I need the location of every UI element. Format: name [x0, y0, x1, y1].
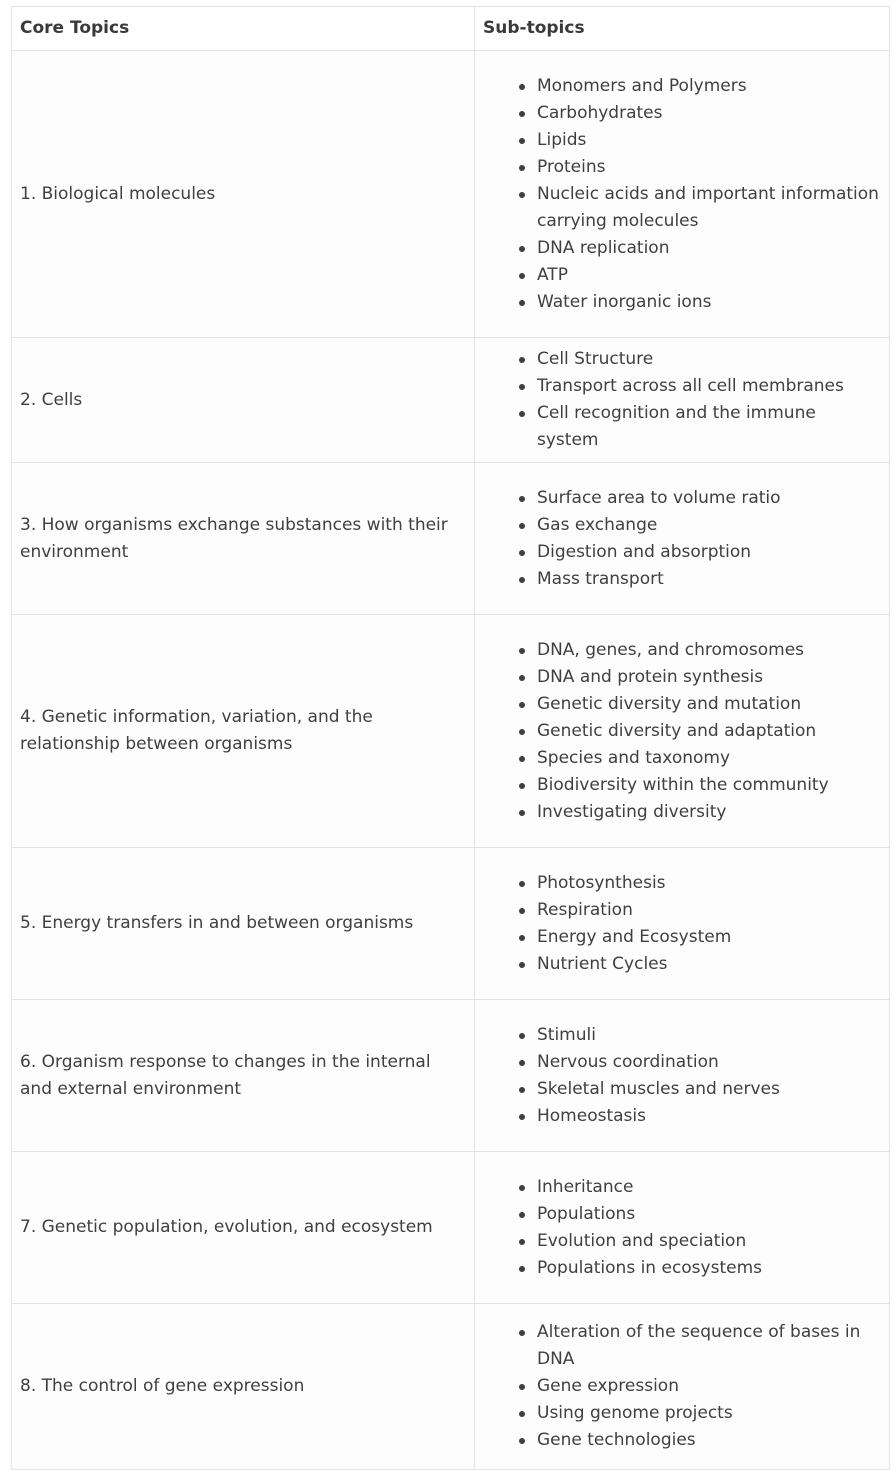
- bullet-icon: [519, 962, 525, 968]
- sub-topics-header: Sub-topics: [475, 7, 890, 51]
- sub-topic-list: [483, 1319, 881, 1454]
- sub-topic-label: Nutrient Cycles: [537, 953, 668, 974]
- header-row: [12, 7, 890, 51]
- bullet-icon: [519, 1212, 525, 1218]
- sub-topic-label: Cell recognition and the immune system: [537, 403, 816, 450]
- sub-topic-list: [483, 1022, 881, 1130]
- sub-topic-item: [537, 539, 881, 566]
- bullet-icon: [519, 192, 525, 198]
- bullet-icon: [519, 648, 525, 654]
- table-row: [12, 615, 890, 848]
- table-row: [12, 1000, 890, 1152]
- sub-topics-cell: [475, 51, 890, 338]
- sub-topic-label: Lipids: [537, 129, 587, 150]
- core-topic-cell: 4. Genetic information, variation, and the relationship between organisms: [12, 615, 475, 848]
- bullet-icon: [519, 523, 525, 529]
- sub-topic-label: Surface area to volume ratio: [537, 487, 781, 508]
- sub-topic-label: Genetic diversity and adaptation: [537, 720, 817, 741]
- sub-topic-item: [537, 1201, 881, 1228]
- sub-topic-item: [537, 718, 881, 745]
- bullet-icon: [519, 411, 525, 417]
- sub-topic-label: Cell Structure: [537, 349, 654, 369]
- sub-topics-cell: [475, 848, 890, 1000]
- bullet-icon: [519, 1330, 525, 1336]
- core-topic-cell: 8. The control of gene expression: [12, 1304, 475, 1470]
- sub-topic-item: [537, 127, 881, 154]
- sub-topics-cell: [475, 615, 890, 848]
- bullet-icon: [519, 273, 525, 279]
- bullet-icon: [519, 1087, 525, 1093]
- bullet-icon: [519, 1266, 525, 1272]
- bullet-icon: [519, 1114, 525, 1120]
- core-topic-cell: 7. Genetic population, evolution, and ecosystem: [12, 1152, 475, 1304]
- table-row: [12, 1152, 890, 1304]
- core-topics-header: Core Topics: [12, 7, 475, 51]
- table-body: [12, 51, 890, 1470]
- sub-topic-label: Gene technologies: [537, 1430, 696, 1450]
- bullet-icon: [519, 384, 525, 390]
- sub-topics-cell: [475, 1304, 890, 1470]
- sub-topic-label: Water inorganic ions: [537, 291, 712, 312]
- sub-topic-list: [483, 637, 881, 826]
- sub-topic-list: [483, 73, 881, 316]
- bullet-icon: [519, 756, 525, 762]
- sub-topic-item: [537, 799, 881, 826]
- sub-topic-item: [537, 1076, 881, 1103]
- sub-topic-item: [537, 1255, 881, 1282]
- bullet-icon: [519, 908, 525, 914]
- sub-topic-label: Proteins: [537, 156, 606, 177]
- sub-topic-label: Gas exchange: [537, 514, 658, 535]
- bullet-icon: [519, 111, 525, 117]
- sub-topic-label: Stimuli: [537, 1024, 596, 1045]
- bullet-icon: [519, 1411, 525, 1417]
- sub-topic-label: Using genome projects: [537, 1403, 733, 1423]
- sub-topic-item: [537, 1174, 881, 1201]
- bullet-icon: [519, 550, 525, 556]
- sub-topic-item: [537, 181, 881, 235]
- bullet-icon: [519, 1033, 525, 1039]
- sub-topic-label: DNA and protein synthesis: [537, 666, 764, 687]
- sub-topic-label: Species and taxonomy: [537, 747, 731, 768]
- sub-topic-item: [537, 100, 881, 127]
- bullet-icon: [519, 1438, 525, 1444]
- bullet-icon: [519, 165, 525, 171]
- sub-topics-cell: [475, 1152, 890, 1304]
- sub-topic-item: [537, 745, 881, 772]
- sub-topic-item: [537, 154, 881, 181]
- sub-topic-label: Alteration of the sequence of bases in DNA: [537, 1322, 861, 1369]
- sub-topic-list: [483, 1174, 881, 1282]
- sub-topic-label: Digestion and absorption: [537, 541, 752, 562]
- bullet-icon: [519, 702, 525, 708]
- bullet-icon: [519, 1185, 525, 1191]
- sub-topic-item: [537, 566, 881, 593]
- sub-topic-item: [537, 400, 881, 454]
- sub-topic-item: [537, 512, 881, 539]
- sub-topic-item: [537, 1228, 881, 1255]
- sub-topics-cell: [475, 1000, 890, 1152]
- sub-topic-label: Monomers and Polymers: [537, 75, 747, 96]
- core-topic-cell: 2. Cells: [12, 338, 475, 463]
- core-topic-cell: 1. Biological molecules: [12, 51, 475, 338]
- table-row: [12, 338, 890, 463]
- sub-topics-cell: [475, 338, 890, 463]
- sub-topic-item: [537, 1400, 881, 1427]
- core-topic-cell: 5. Energy transfers in and between organisms: [12, 848, 475, 1000]
- sub-topic-label: Nervous coordination: [537, 1051, 719, 1072]
- sub-topic-item: [537, 637, 881, 664]
- sub-topic-item: [537, 1373, 881, 1400]
- sub-topic-label: Populations in ecosystems: [537, 1257, 763, 1278]
- sub-topic-label: Inheritance: [537, 1176, 634, 1197]
- sub-topic-item: [537, 262, 881, 289]
- sub-topic-label: Gene expression: [537, 1376, 679, 1396]
- bullet-icon: [519, 881, 525, 887]
- sub-topic-label: Mass transport: [537, 568, 664, 589]
- sub-topic-label: Evolution and speciation: [537, 1230, 747, 1251]
- sub-topic-list: [483, 870, 881, 978]
- sub-topic-label: Respiration: [537, 899, 633, 920]
- sub-topic-item: [537, 1049, 881, 1076]
- table-row: [12, 51, 890, 338]
- table-row: [12, 463, 890, 615]
- bullet-icon: [519, 577, 525, 583]
- sub-topic-label: Energy and Ecosystem: [537, 926, 732, 947]
- sub-topic-label: DNA replication: [537, 237, 670, 258]
- bullet-icon: [519, 810, 525, 816]
- bullet-icon: [519, 1060, 525, 1066]
- sub-topic-item: [537, 485, 881, 512]
- sub-topic-item: [537, 1103, 881, 1130]
- table-row: [12, 1304, 890, 1470]
- sub-topic-label: Investigating diversity: [537, 801, 727, 822]
- sub-topic-label: DNA, genes, and chromosomes: [537, 639, 805, 660]
- core-topic-cell: 6. Organism response to changes in the internal and external environment: [12, 1000, 475, 1152]
- sub-topic-label: ATP: [537, 264, 568, 285]
- sub-topics-cell: [475, 463, 890, 615]
- bullet-icon: [519, 246, 525, 252]
- sub-topic-item: [537, 235, 881, 262]
- sub-topic-label: Carbohydrates: [537, 102, 663, 123]
- bullet-icon: [519, 935, 525, 941]
- bullet-icon: [519, 138, 525, 144]
- sub-topic-item: [537, 373, 881, 400]
- sub-topic-label: Transport across all cell membranes: [537, 376, 844, 396]
- sub-topic-item: [537, 289, 881, 316]
- sub-topic-label: Skeletal muscles and nerves: [537, 1078, 780, 1099]
- sub-topic-item: [537, 1022, 881, 1049]
- bullet-icon: [519, 675, 525, 681]
- bullet-icon: [519, 729, 525, 735]
- bullet-icon: [519, 783, 525, 789]
- sub-topic-item: [537, 951, 881, 978]
- sub-topic-item: [537, 691, 881, 718]
- core-topic-cell: 3. How organisms exchange substances with their environment: [12, 463, 475, 615]
- sub-topic-item: [537, 1427, 881, 1454]
- topics-table: [11, 6, 890, 1470]
- sub-topic-item: [537, 870, 881, 897]
- sub-topic-label: Nucleic acids and important information carrying molecules: [537, 183, 879, 231]
- sub-topic-item: [537, 772, 881, 799]
- bullet-icon: [519, 1384, 525, 1390]
- table-row: [12, 848, 890, 1000]
- sub-topic-label: Genetic diversity and mutation: [537, 693, 802, 714]
- sub-topic-list: [483, 485, 881, 593]
- sub-topic-item: [537, 1319, 881, 1373]
- sub-topic-item: [537, 664, 881, 691]
- sub-topic-label: Homeostasis: [537, 1105, 646, 1126]
- bullet-icon: [519, 84, 525, 90]
- sub-topic-item: [537, 924, 881, 951]
- bullet-icon: [519, 1239, 525, 1245]
- sub-topic-item: [537, 73, 881, 100]
- sub-topic-item: [537, 897, 881, 924]
- bullet-icon: [519, 357, 525, 363]
- sub-topic-item: [537, 346, 881, 373]
- bullet-icon: [519, 496, 525, 502]
- sub-topic-list: [483, 346, 881, 454]
- sub-topic-label: Biodiversity within the community: [537, 774, 829, 795]
- sub-topic-label: Populations: [537, 1203, 636, 1224]
- bullet-icon: [519, 300, 525, 306]
- sub-topic-label: Photosynthesis: [537, 872, 666, 893]
